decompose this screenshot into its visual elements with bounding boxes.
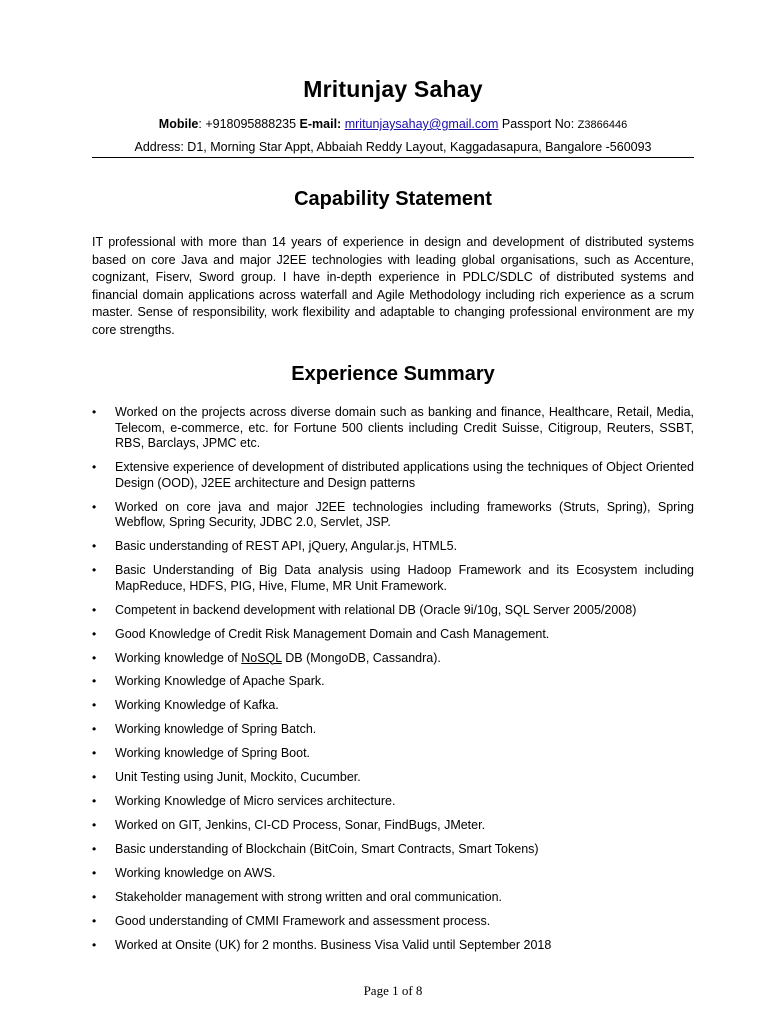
list-item <box>92 563 694 594</box>
list-item <box>92 405 694 452</box>
list-item <box>92 938 694 954</box>
email-label: E-mail: <box>299 117 342 131</box>
experience-heading: Experience Summary <box>291 363 495 385</box>
list-item <box>92 746 694 762</box>
list-item <box>92 770 694 786</box>
list-item-text: Working knowledge of <box>115 650 242 665</box>
list-item <box>92 698 694 714</box>
bullet-icon: • <box>92 937 97 952</box>
list-item <box>92 890 694 906</box>
list-item-text: Working knowledge on AWS. <box>115 865 276 880</box>
bullet-icon: • <box>92 770 97 785</box>
experience-list <box>92 405 694 962</box>
list-item <box>92 651 694 667</box>
list-item-text: Basic understanding of REST API, jQuery, Angular.js, HTML5. <box>115 539 458 554</box>
header-divider <box>92 157 694 158</box>
bullet-icon: • <box>92 602 97 617</box>
list-item <box>92 460 694 491</box>
nosql-term: NoSQL <box>241 650 282 665</box>
passport-number: Z3866446 <box>577 119 628 131</box>
list-item-text: Working knowledge of Spring Batch. <box>115 722 317 737</box>
bullet-icon: • <box>92 842 97 857</box>
bullet-icon: • <box>92 818 97 833</box>
bullet-icon: • <box>92 674 97 689</box>
bullet-icon: • <box>92 913 97 928</box>
bullet-icon: • <box>92 405 97 419</box>
bullet-icon: • <box>92 698 97 713</box>
list-item-text: Unit Testing using Junit, Mockito, Cucumber. <box>115 770 361 785</box>
bullet-icon: • <box>92 746 97 761</box>
contact-line <box>0 117 768 131</box>
bullet-icon: • <box>92 460 97 475</box>
bullet-icon: • <box>92 650 97 665</box>
list-item <box>92 627 694 643</box>
list-item-text: Worked on the projects across diverse domain such as banking and finance, Healthcare, Retail, Media, Telecom, e-commerce, etc. for Fortune 500 clients including Credit Suisse, Citigroup, Reuters, SSBT, RBS, Barclays, JPMC etc. <box>115 405 694 451</box>
list-item-text: Basic understanding of Blockchain (BitCoin, Smart Contracts, Smart Tokens) <box>115 842 539 857</box>
list-item-text: Worked on GIT, Jenkins, CI-CD Process, Sonar, FindBugs, JMeter. <box>115 818 486 833</box>
list-item <box>92 603 694 619</box>
list-item-text: Worked at Onsite (UK) for 2 months. Business Visa Valid until September 2018 <box>115 937 552 952</box>
list-item-text: Stakeholder management with strong written and oral communication. <box>115 889 503 904</box>
mobile-number: : +918095888235 <box>198 117 300 131</box>
capability-heading: Capability Statement <box>294 188 492 210</box>
list-item <box>92 866 694 882</box>
bullet-icon: • <box>92 889 97 904</box>
list-item-text: Working knowledge of Spring Boot. <box>115 746 311 761</box>
list-item-text: Extensive experience of development of distributed applications using the techniques of Object Oriented Design (OOD), J2EE architecture and Design patterns <box>115 460 694 490</box>
list-item-text: Basic Understanding of Big Data analysis using Hadoop Framework and its Ecosystem including MapReduce, HDFS, PIG, Hive, Flume, MR Unit Framework. <box>115 563 694 593</box>
email-link[interactable]: mritunjaysahay@gmail.com <box>344 117 499 131</box>
list-item-text: Working Knowledge of Micro services architecture. <box>115 794 396 809</box>
list-item <box>92 794 694 810</box>
list-item-text: Competent in backend development with relational DB (Oracle 9i/10g, SQL Server 2005/2008) <box>115 602 637 617</box>
capability-paragraph: IT professional with more than 14 years of experience in design and development of distributed systems based on core Java and major J2EE technologies with leading global organisations, such as Accenture, cognizant, Fiserv, Sword group. I have in-depth experience in PDLC/SDLC of distributed systems and financial domain applications across waterfall and Agile Methodology including rich experience as a scrum master. Sense of responsibility, work flexibility and adaptable to changing professional environment are my core strengths. <box>92 235 694 337</box>
bullet-icon: • <box>92 563 97 578</box>
list-item-text: Working Knowledge of Kafka. <box>115 698 279 713</box>
bullet-icon: • <box>92 539 97 554</box>
list-item-text: Working Knowledge of Apache Spark. <box>115 674 325 689</box>
candidate-name: Mritunjay Sahay <box>303 76 483 102</box>
list-item <box>92 818 694 834</box>
address-line: Address: D1, Morning Star Appt, Abbaiah Reddy Layout, Kaggadasapura, Bangalore -560093 <box>134 140 652 154</box>
page-number: Page 1 of 8 <box>363 983 423 998</box>
list-item-text: Worked on core java and major J2EE technologies including frameworks (Struts, Spring), Spring Webflow, Spring Security, JDBC 2.0, Servlet, JSP. <box>115 499 694 530</box>
bullet-icon: • <box>92 865 97 880</box>
list-item <box>92 539 694 555</box>
list-item <box>92 674 694 690</box>
bullet-icon: • <box>92 626 97 641</box>
list-item <box>92 500 694 531</box>
list-item <box>92 842 694 858</box>
passport-label: Passport No: <box>498 117 578 131</box>
list-item <box>92 914 694 930</box>
mobile-label: Mobile <box>158 117 199 131</box>
list-item-text: Good Knowledge of Credit Risk Management Domain and Cash Management. <box>115 626 550 641</box>
list-item-text: DB (MongoDB, Cassandra). <box>281 650 441 665</box>
bullet-icon: • <box>92 722 97 737</box>
bullet-icon: • <box>92 499 97 514</box>
list-item-text: Good understanding of CMMI Framework and assessment process. <box>115 913 491 928</box>
list-item <box>92 722 694 738</box>
bullet-icon: • <box>92 794 97 809</box>
